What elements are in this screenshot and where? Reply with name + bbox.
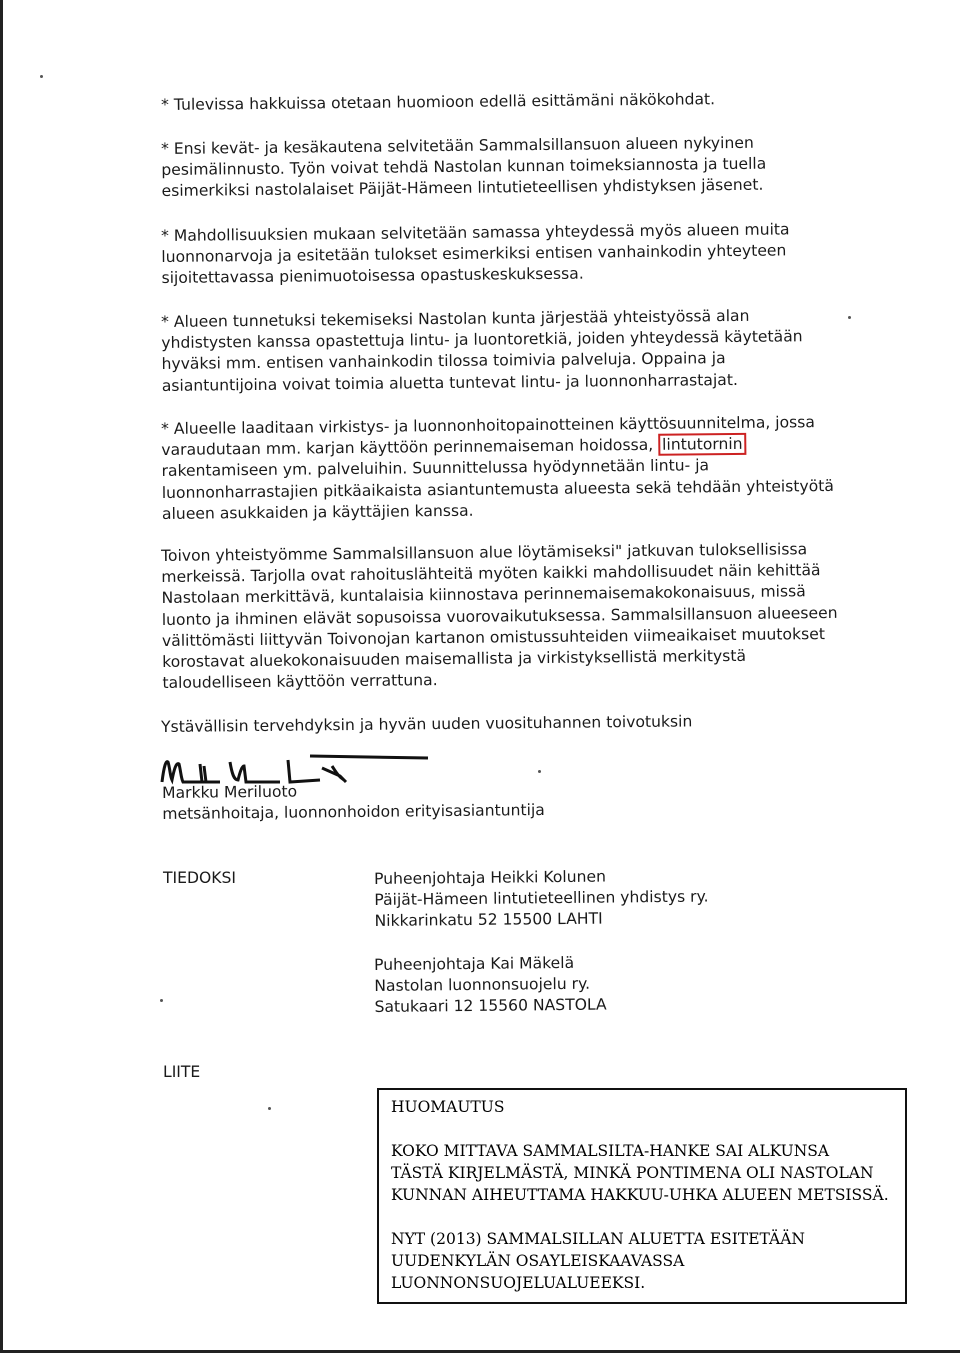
- closing-greeting: Ystävällisin tervehdyksin ja hyvän uuden vuosituhannen toivotuksin: [161, 712, 693, 736]
- note-heading: HUOMAUTUS: [391, 1098, 505, 1116]
- paragraph-2: * Ensi kevät- ja kesäkautena selvitetään Sammalsillansuon alueen nykyinen pesimälinnusto. Työn voivat tehdä Nastolan kunnan toimeksiannosta ja tuella esimerkiksi nastolalaiset Päijät-Hämeen lintutieteellisen yhdistyksen jäsenet.: [161, 133, 767, 201]
- signature-block: [162, 779, 545, 825]
- recipient-1-line: Päijät-Hämeen lintutieteellinen yhdistys ry.: [374, 887, 709, 910]
- note-line: KUNNAN AIHEUTTAMA HAKKUU-UHKA ALUEEN METSISSÄ.: [391, 1186, 889, 1204]
- recipient-1: [374, 866, 709, 933]
- scan-speck: [160, 999, 163, 1002]
- paragraph-3: * Mahdollisuuksien mukaan selvitetään samassa yhteydessä myös alueen muita luonnonarvoja ja esitetään tulokset esimerkiksi entisen vanhainkodin yhteyteen sijoitettavassa pienimuotoisessa opastuskeskuksessa.: [161, 220, 790, 288]
- signer-title: metsänhoitaja, luonnonhoidon erityisasiantuntija: [162, 801, 545, 824]
- paragraph-1: * Tulevissa hakkuissa otetaan huomioon edellä esittämäni näkökohdat.: [161, 90, 716, 114]
- recipient-2: [374, 953, 607, 1019]
- scan-speck: [848, 316, 851, 319]
- highlighted-word: lintutornin: [658, 433, 747, 456]
- scan-speck: [538, 770, 541, 773]
- note-line: NYT (2013) SAMMALSILLAN ALUETTA ESITETÄÄN: [391, 1230, 805, 1248]
- paragraph-5: [161, 412, 842, 525]
- recipient-2-line: Puheenjohtaja Kai Mäkelä: [374, 953, 575, 974]
- tiedoksi-label: TIEDOKSI: [163, 869, 236, 887]
- note-box: [377, 1088, 907, 1304]
- signer-name: Markku Meriluoto: [162, 782, 298, 802]
- paragraph-4: * Alueen tunnetuksi tekemiseksi Nastolan kunta järjestää yhteistyössä alan yhdistysten kanssa opastettuja lintu- ja luontoretkiä, joiden yhteydessä käytetään hyväksi mm. entisen vanhainkodin tilossa toimivia palveluja. Oppaina ja asiantuntijoina voivat toimia aluetta tuntevat lintu- ja luonnonharrastajat.: [161, 306, 803, 395]
- paragraph-6: Toivon yhteistyömme Sammalsillansuon alue löytämiseksi" jatkuvan tuloksellisissa merkeissä. Tarjolla ovat rahoituslähteitä myöten kaikki mahdollisuudet näin kehittää Nastolaan merkittävä, kuntalaisia kiinnostava perinnemaisemakokonaisuus, missä luonto ja ihminen elävät sopusoissa vuorovaikutuksessa. Sammalsillansuon alueeseen välittömästi liittyvän Toivonojan kartanon omistussuhteiden viimeaikaiset muutokset korostavat aluekokonaisuuden maisemallista ja virkistyksellistä merkitystä taloudelliseen käyttöön verrattuna.: [161, 540, 838, 693]
- scan-edge-left: [0, 0, 3, 1353]
- recipient-1-line: Puheenjohtaja Heikki Kolunen: [374, 867, 606, 888]
- recipient-2-line: Nastolan luonnonsuojelu ry.: [374, 974, 591, 996]
- recipient-1-line: Nikkarinkatu 52 15500 LAHTI: [374, 910, 603, 931]
- scan-speck: [268, 1107, 271, 1110]
- note-line: LUONNONSUOJELUALUEEKSI.: [391, 1274, 646, 1292]
- recipient-2-line: Satukaari 12 15560 NASTOLA: [374, 995, 607, 1017]
- note-line: UUDENKYLÄN OSAYLEISKAAVASSA: [391, 1252, 685, 1270]
- paragraph-5-start: * Alueelle laaditaan virkistys- ja luonnonhoitopainotteinen käyttösuunnitelma, jossa varaudutaan mm. karjan käyttöön perinnemaiseman hoidossa,: [161, 413, 816, 460]
- note-line: KOKO MITTAVA SAMMALSILTA-HANKE SAI ALKUNSA: [391, 1142, 830, 1160]
- scan-speck: [40, 75, 43, 78]
- note-line: TÄSTÄ KIRJELMÄSTÄ, MINKÄ PONTIMENA OLI NASTOLAN: [391, 1164, 874, 1182]
- liite-label: LIITE: [163, 1063, 201, 1081]
- paragraph-5-end: rakentamiseen ym. palveluihin. Suunnittelussa hyödynnetään lintu- ja luonnonharrastajien pitkäaikaista asiantuntemusta alueesta sekä tehdään yhteistyötä alueen asukkaiden ja käyttäjien kanssa.: [161, 456, 834, 523]
